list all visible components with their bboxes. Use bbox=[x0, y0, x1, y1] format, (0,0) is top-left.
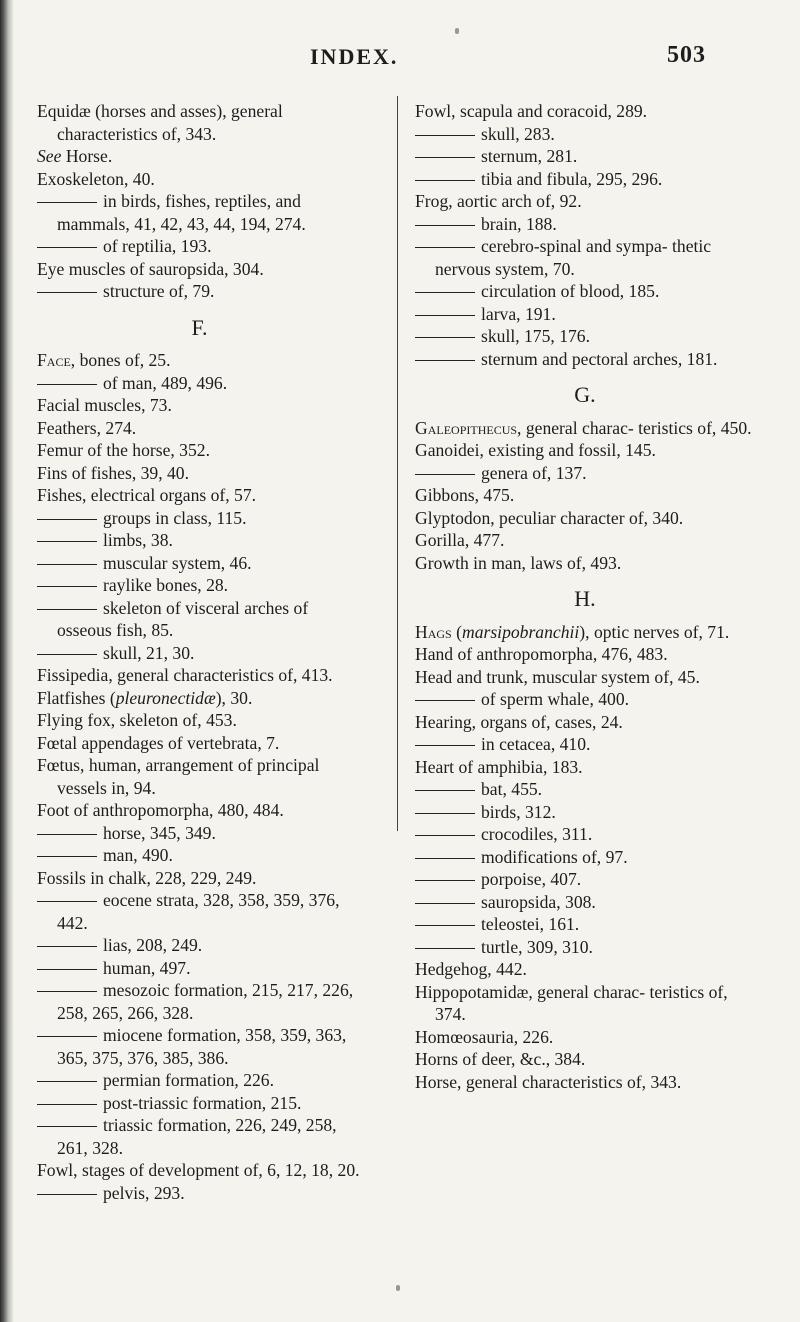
index-entry bbox=[37, 754, 362, 799]
index-entry bbox=[415, 1048, 755, 1071]
index-entry bbox=[37, 687, 362, 710]
entry-text: birds, 312. bbox=[481, 801, 556, 822]
index-entry bbox=[415, 190, 755, 213]
page-header-title: INDEX. bbox=[310, 44, 399, 69]
binding-edge bbox=[0, 0, 14, 1322]
entry-text: Fœtus, human, arrangement of principal vessels in, 94. bbox=[37, 755, 320, 798]
index-subentry bbox=[415, 235, 755, 280]
entry-text: Horse, general characteristics of, 343. bbox=[415, 1071, 682, 1092]
entry-text: sauropsida, 308. bbox=[481, 891, 596, 912]
index-subentry bbox=[37, 957, 362, 980]
entry-text: miocene formation, 358, 359, 363, 365, 375, 376, 385, 386. bbox=[57, 1025, 347, 1068]
entry-text: Fossils in chalk, 228, 229, 249. bbox=[37, 867, 257, 888]
page-number: 503 bbox=[667, 42, 706, 68]
entry-text: Heart of amphibia, 183. bbox=[415, 756, 583, 777]
index-entry bbox=[415, 643, 755, 666]
entry-text: Homœosauria, 226. bbox=[415, 1026, 554, 1047]
index-entry bbox=[415, 507, 755, 530]
index-subentry bbox=[415, 280, 755, 303]
index-entry bbox=[37, 394, 362, 417]
entry-text: mesozoic formation, 215, 217, 226, 258, 265, 266, 328. bbox=[57, 980, 354, 1023]
index-subentry bbox=[37, 372, 362, 395]
entry-text: Hand of anthropomorpha, 476, 483. bbox=[415, 644, 668, 664]
ditto-dash bbox=[415, 157, 475, 158]
ditto-dash bbox=[415, 337, 475, 338]
ditto-dash bbox=[415, 880, 475, 881]
entry-text: permian formation, 226. bbox=[103, 1070, 275, 1090]
entry-text: skeleton of visceral arches of osseous fish, 85. bbox=[57, 597, 309, 640]
ditto-dash bbox=[37, 654, 97, 655]
print-fleck bbox=[455, 28, 459, 34]
ditto-dash bbox=[37, 1036, 97, 1037]
entry-text: Gibbons, 475. bbox=[415, 485, 515, 505]
entry-text: teleostei, 161. bbox=[481, 914, 580, 934]
index-subentry bbox=[37, 844, 362, 867]
index-entry bbox=[415, 417, 755, 440]
entry-text: Gorilla, 477. bbox=[415, 530, 505, 550]
entry-text: Hippopotamidæ, general charac- teristics of, 374. bbox=[415, 981, 728, 1024]
index-entry bbox=[37, 867, 362, 890]
index-entry bbox=[415, 621, 755, 644]
index-subentry bbox=[415, 913, 755, 936]
entry-text: cerebro-spinal and sympa- thetic nervous system, 70. bbox=[435, 236, 712, 279]
entry-text: horse, 345, 349. bbox=[103, 822, 216, 843]
entry-text: modifications of, 97. bbox=[481, 846, 628, 867]
index-subentry bbox=[37, 979, 362, 1024]
index-subentry bbox=[37, 190, 362, 235]
ditto-dash bbox=[37, 1126, 97, 1127]
entry-text: skull, 175, 176. bbox=[481, 326, 590, 346]
column-divider bbox=[397, 96, 398, 831]
index-subentry bbox=[415, 348, 755, 371]
index-entry bbox=[37, 417, 362, 440]
entry-text: Head and trunk, muscular system of, 45. bbox=[415, 666, 700, 687]
index-entry bbox=[415, 958, 755, 981]
entry-text: turtle, 309, 310. bbox=[481, 936, 593, 957]
index-entry bbox=[37, 732, 362, 755]
index-subentry bbox=[37, 642, 362, 665]
section-letter-g: G. bbox=[574, 382, 596, 407]
index-subentry bbox=[415, 936, 755, 959]
index-subentry bbox=[37, 822, 362, 845]
index-subentry bbox=[415, 891, 755, 914]
ditto-dash bbox=[415, 813, 475, 814]
index-subentry bbox=[415, 868, 755, 891]
entry-text: Flatfishes (pleuronectidæ), 30. bbox=[37, 687, 253, 708]
index-entry bbox=[415, 666, 755, 689]
index-entry bbox=[37, 439, 362, 462]
index-entry bbox=[415, 484, 755, 507]
entry-text: Fowl, scapula and coracoid, 289. bbox=[415, 101, 648, 121]
entry-text: Fowl, stages of development of, 6, 12, 18, 20. bbox=[37, 1160, 360, 1180]
index-subentry bbox=[37, 1092, 362, 1115]
index-subentry bbox=[415, 778, 755, 801]
entry-text: muscular system, 46. bbox=[103, 552, 252, 573]
index-subentry bbox=[415, 462, 755, 485]
index-subentry bbox=[415, 733, 755, 756]
section-letter-f: F. bbox=[191, 314, 208, 340]
index-subentry bbox=[415, 145, 755, 168]
entry-text: limbs, 38. bbox=[103, 530, 173, 550]
ditto-dash bbox=[37, 834, 97, 835]
index-subentry bbox=[37, 1024, 362, 1069]
entry-text: in cetacea, 410. bbox=[481, 734, 591, 754]
entry-text: skull, 283. bbox=[481, 123, 555, 144]
ditto-dash bbox=[37, 586, 97, 587]
entry-text: Fins of fishes, 39, 40. bbox=[37, 462, 189, 483]
entries-f bbox=[37, 349, 362, 1204]
index-entry bbox=[415, 1071, 755, 1094]
index-subentry bbox=[37, 529, 362, 552]
ditto-dash bbox=[415, 474, 475, 475]
entry-text: Ganoidei, existing and fossil, 145. bbox=[415, 440, 656, 460]
section-letter-h: H. bbox=[574, 586, 596, 611]
ditto-dash bbox=[415, 858, 475, 859]
index-subentry bbox=[415, 123, 755, 146]
entry-text: lias, 208, 249. bbox=[103, 935, 203, 955]
entry-text: crocodiles, 311. bbox=[481, 824, 593, 844]
entry-text: Galeopithecus, general charac- teristics of, 450. bbox=[415, 417, 752, 438]
entry-text: brain, 188. bbox=[481, 213, 557, 234]
entry-text: skull, 21, 30. bbox=[103, 642, 195, 663]
ditto-dash bbox=[37, 901, 97, 902]
index-entry bbox=[37, 258, 362, 281]
entry-text: Hedgehog, 442. bbox=[415, 959, 527, 979]
entry-text: in birds, fishes, reptiles, and mammals, 41, 42, 43, 44, 194, 274. bbox=[57, 191, 306, 234]
ditto-dash bbox=[415, 135, 475, 136]
ditto-dash bbox=[37, 969, 97, 970]
index-subentry bbox=[415, 303, 755, 326]
index-entry bbox=[37, 1159, 362, 1182]
ditto-dash bbox=[37, 1081, 97, 1082]
index-entry bbox=[415, 756, 755, 779]
entry-text: Fissipedia, general characteristics of, 413. bbox=[37, 665, 333, 685]
index-entry bbox=[37, 349, 362, 372]
entry-text: of man, 489, 496. bbox=[103, 372, 228, 393]
index-entry bbox=[415, 552, 755, 575]
index-subentry bbox=[37, 597, 362, 642]
index-subentry bbox=[37, 1114, 362, 1159]
ditto-dash bbox=[415, 225, 475, 226]
entry-text: of sperm whale, 400. bbox=[481, 689, 630, 709]
index-subentry bbox=[37, 1069, 362, 1092]
index-subentry bbox=[37, 934, 362, 957]
entries-h bbox=[415, 621, 755, 1094]
entry-text: genera of, 137. bbox=[481, 462, 587, 483]
index-entry bbox=[415, 1026, 755, 1049]
ditto-dash bbox=[37, 1194, 97, 1195]
entry-text: bat, 455. bbox=[481, 779, 543, 799]
entry-text: Fishes, electrical organs of, 57. bbox=[37, 485, 257, 505]
index-subentry bbox=[415, 801, 755, 824]
entry-text: See Horse. bbox=[37, 146, 113, 166]
entry-text: Fœtal appendages of vertebrata, 7. bbox=[37, 732, 280, 753]
entries-f-continued bbox=[415, 100, 755, 370]
ditto-dash bbox=[37, 202, 97, 203]
entry-text: post-triassic formation, 215. bbox=[103, 1092, 302, 1113]
index-entry bbox=[415, 100, 755, 123]
entry-text: sternum and pectoral arches, 181. bbox=[481, 348, 718, 369]
entry-text: Hearing, organs of, cases, 24. bbox=[415, 711, 623, 732]
entry-text: circulation of blood, 185. bbox=[481, 281, 660, 301]
entry-text: groups in class, 115. bbox=[103, 507, 247, 528]
index-entry bbox=[37, 100, 362, 145]
index-subentry bbox=[37, 507, 362, 530]
index-subentry bbox=[37, 552, 362, 575]
ditto-dash bbox=[415, 315, 475, 316]
index-subentry bbox=[415, 846, 755, 869]
entry-text: porpoise, 407. bbox=[481, 869, 582, 889]
entry-text: pelvis, 293. bbox=[103, 1182, 185, 1203]
entry-text: structure of, 79. bbox=[103, 281, 215, 301]
entry-text: Facial muscles, 73. bbox=[37, 395, 172, 415]
entry-text: of reptilia, 193. bbox=[103, 236, 212, 256]
ditto-dash bbox=[415, 180, 475, 181]
index-subentry bbox=[415, 213, 755, 236]
index-subentry bbox=[37, 889, 362, 934]
ditto-dash bbox=[415, 790, 475, 791]
index-entry bbox=[37, 799, 362, 822]
ditto-dash bbox=[415, 835, 475, 836]
ditto-dash bbox=[37, 541, 97, 542]
ditto-dash bbox=[415, 360, 475, 361]
entry-text: man, 490. bbox=[103, 845, 173, 865]
index-subentry bbox=[37, 235, 362, 258]
ditto-dash bbox=[37, 519, 97, 520]
entry-text: tibia and fibula, 295, 296. bbox=[481, 168, 663, 189]
entry-text: Equidæ (horses and asses), general characteristics of, 343. bbox=[37, 101, 283, 144]
ditto-dash bbox=[37, 564, 97, 565]
entry-text: Eye muscles of sauropsida, 304. bbox=[37, 258, 264, 279]
entries-g bbox=[415, 417, 755, 575]
entry-text: Growth in man, laws of, 493. bbox=[415, 552, 622, 573]
entry-text: Face, bones of, 25. bbox=[37, 350, 171, 370]
ditto-dash bbox=[415, 745, 475, 746]
entry-text: Horns of deer, &c., 384. bbox=[415, 1049, 586, 1069]
ditto-dash bbox=[37, 384, 97, 385]
index-entry bbox=[415, 439, 755, 462]
index-column-right bbox=[415, 100, 755, 1093]
entry-text: sternum, 281. bbox=[481, 146, 578, 166]
entry-text: raylike bones, 28. bbox=[103, 575, 229, 595]
entry-text: triassic formation, 226, 249, 258, 261, 328. bbox=[57, 1115, 337, 1158]
entry-text: eocene strata, 328, 358, 359, 376, 442. bbox=[57, 890, 340, 933]
index-column-left bbox=[37, 100, 362, 1204]
ditto-dash bbox=[415, 948, 475, 949]
index-entry bbox=[415, 711, 755, 734]
ditto-dash bbox=[415, 925, 475, 926]
index-entry bbox=[37, 145, 362, 168]
entry-text: Glyptodon, peculiar character of, 340. bbox=[415, 507, 684, 528]
entry-text: Feathers, 274. bbox=[37, 417, 137, 438]
ditto-dash bbox=[37, 856, 97, 857]
index-entry bbox=[37, 462, 362, 485]
ditto-dash bbox=[37, 946, 97, 947]
entries-e bbox=[37, 100, 362, 303]
index-entry bbox=[37, 664, 362, 687]
entry-text: Frog, aortic arch of, 92. bbox=[415, 191, 582, 211]
index-subentry bbox=[37, 280, 362, 303]
ditto-dash bbox=[37, 1104, 97, 1105]
ditto-dash bbox=[37, 609, 97, 610]
index-subentry bbox=[37, 574, 362, 597]
index-subentry bbox=[37, 1182, 362, 1205]
entry-text: larva, 191. bbox=[481, 303, 556, 324]
index-entry bbox=[37, 709, 362, 732]
ditto-dash bbox=[37, 292, 97, 293]
entry-text: Hags (marsipobranchii), optic nerves of, 71. bbox=[415, 621, 730, 642]
entry-text: Foot of anthropomorpha, 480, 484. bbox=[37, 800, 284, 820]
index-subentry bbox=[415, 688, 755, 711]
print-fleck bbox=[396, 1285, 400, 1291]
index-entry bbox=[415, 981, 755, 1026]
entry-text: Exoskeleton, 40. bbox=[37, 168, 155, 189]
index-subentry bbox=[415, 823, 755, 846]
index-subentry bbox=[415, 168, 755, 191]
ditto-dash bbox=[37, 991, 97, 992]
index-subentry bbox=[415, 325, 755, 348]
ditto-dash bbox=[415, 247, 475, 248]
ditto-dash bbox=[415, 292, 475, 293]
ditto-dash bbox=[37, 247, 97, 248]
ditto-dash bbox=[415, 903, 475, 904]
entry-text: human, 497. bbox=[103, 957, 191, 978]
index-entry bbox=[37, 168, 362, 191]
entry-text: Flying fox, skeleton of, 453. bbox=[37, 710, 237, 730]
index-entry bbox=[415, 529, 755, 552]
ditto-dash bbox=[415, 700, 475, 701]
entry-text: Femur of the horse, 352. bbox=[37, 440, 210, 460]
index-entry bbox=[37, 484, 362, 507]
